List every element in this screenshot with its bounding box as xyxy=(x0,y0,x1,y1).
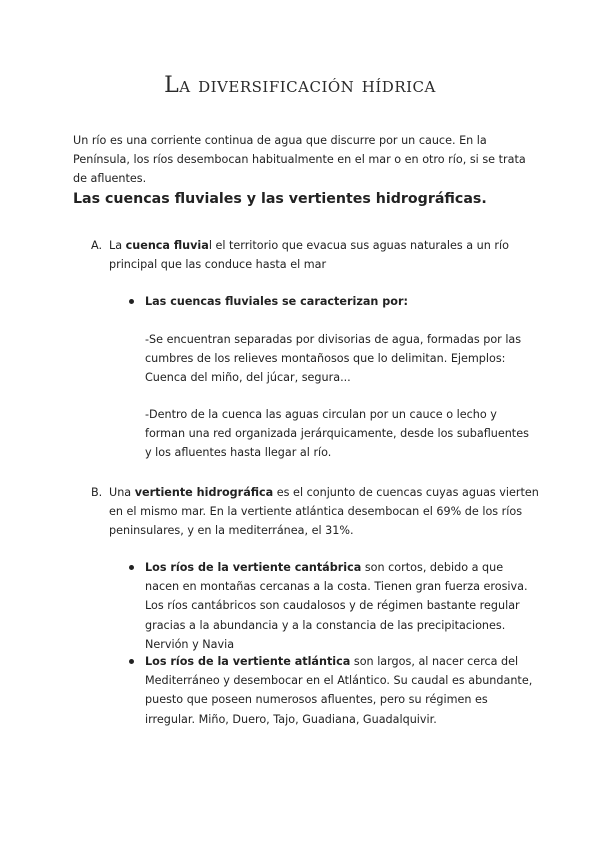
section-b-pre: Una xyxy=(109,486,135,499)
section-a-post: l el territorio que evacua sus aguas naturales a un río principal que las conduce hasta el mar xyxy=(109,239,509,272)
section-a-definition xyxy=(109,236,539,274)
bullet-atlantica xyxy=(145,652,533,729)
bullet-icon xyxy=(129,659,134,664)
list-marker-b: B. xyxy=(91,486,103,499)
intro-paragraph: Un río es una corriente continua de agua que discurre por un cauce. En la Península, los ríos desembocan habitualmente en el mar o en otro río, si se trata de afluentes. xyxy=(73,134,526,185)
bullet-cantabrica xyxy=(145,558,532,654)
page-title: La diversificación hídrica xyxy=(164,73,436,98)
section-a-pre: La xyxy=(109,239,126,252)
list-marker-a: A. xyxy=(91,239,103,252)
bullet-icon xyxy=(129,565,134,570)
cantabrica-text: son cortos, debido a que nacen en montañas cercanas a la costa. Tienen gran fuerza erosiva. Los ríos cantábricos son caudalosos y de régimen bastante regular gracias a la abundancia y a la constancia de las precipitaciones. Nervión y Navia xyxy=(145,561,528,651)
cuencas-paragraph-2: -Dentro de la cuenca las aguas circulan por un cauce o lecho y forman una red organizada jerárquicamente, desde los subafluentes y los afluentes hasta llegar al río. xyxy=(145,408,529,460)
cuencas-paragraph-1: -Se encuentran separadas por divisorias de agua, formadas por las cumbres de los relieves montañosos que lo delimitan. Ejemplos: Cuenca del miño, del júcar, segura... xyxy=(145,333,522,385)
section-b-term: vertiente hidrográfica xyxy=(134,486,274,499)
section-heading: Las cuencas fluviales y las vertientes hidrográficas. xyxy=(73,191,487,207)
atlantica-title: Los ríos de la vertiente atlántica xyxy=(145,655,351,668)
section-b-post: es el conjunto de cuencas cuyas aguas vierten en el mismo mar. En la vertiente atlántica desembocan el 69% de los ríos peninsulares, y en la mediterránea, el 31%. xyxy=(109,486,539,538)
bullet-cuencas-title: Las cuencas fluviales se caracterizan por: xyxy=(145,295,408,308)
atlantica-text: son largos, al nacer cerca del Mediterráneo y desembocar en el Atlántico. Su caudal es abundante, puesto que poseen numerosos afluentes, pero su régimen es irregular. Miño, Duero, Tajo, Guadiana, Guadalquivir. xyxy=(145,655,533,726)
section-a-term: cuenca fluvia xyxy=(125,239,209,252)
cantabrica-title: Los ríos de la vertiente cantábrica xyxy=(145,561,362,574)
bullet-icon xyxy=(129,299,134,304)
section-b-definition xyxy=(109,483,539,541)
